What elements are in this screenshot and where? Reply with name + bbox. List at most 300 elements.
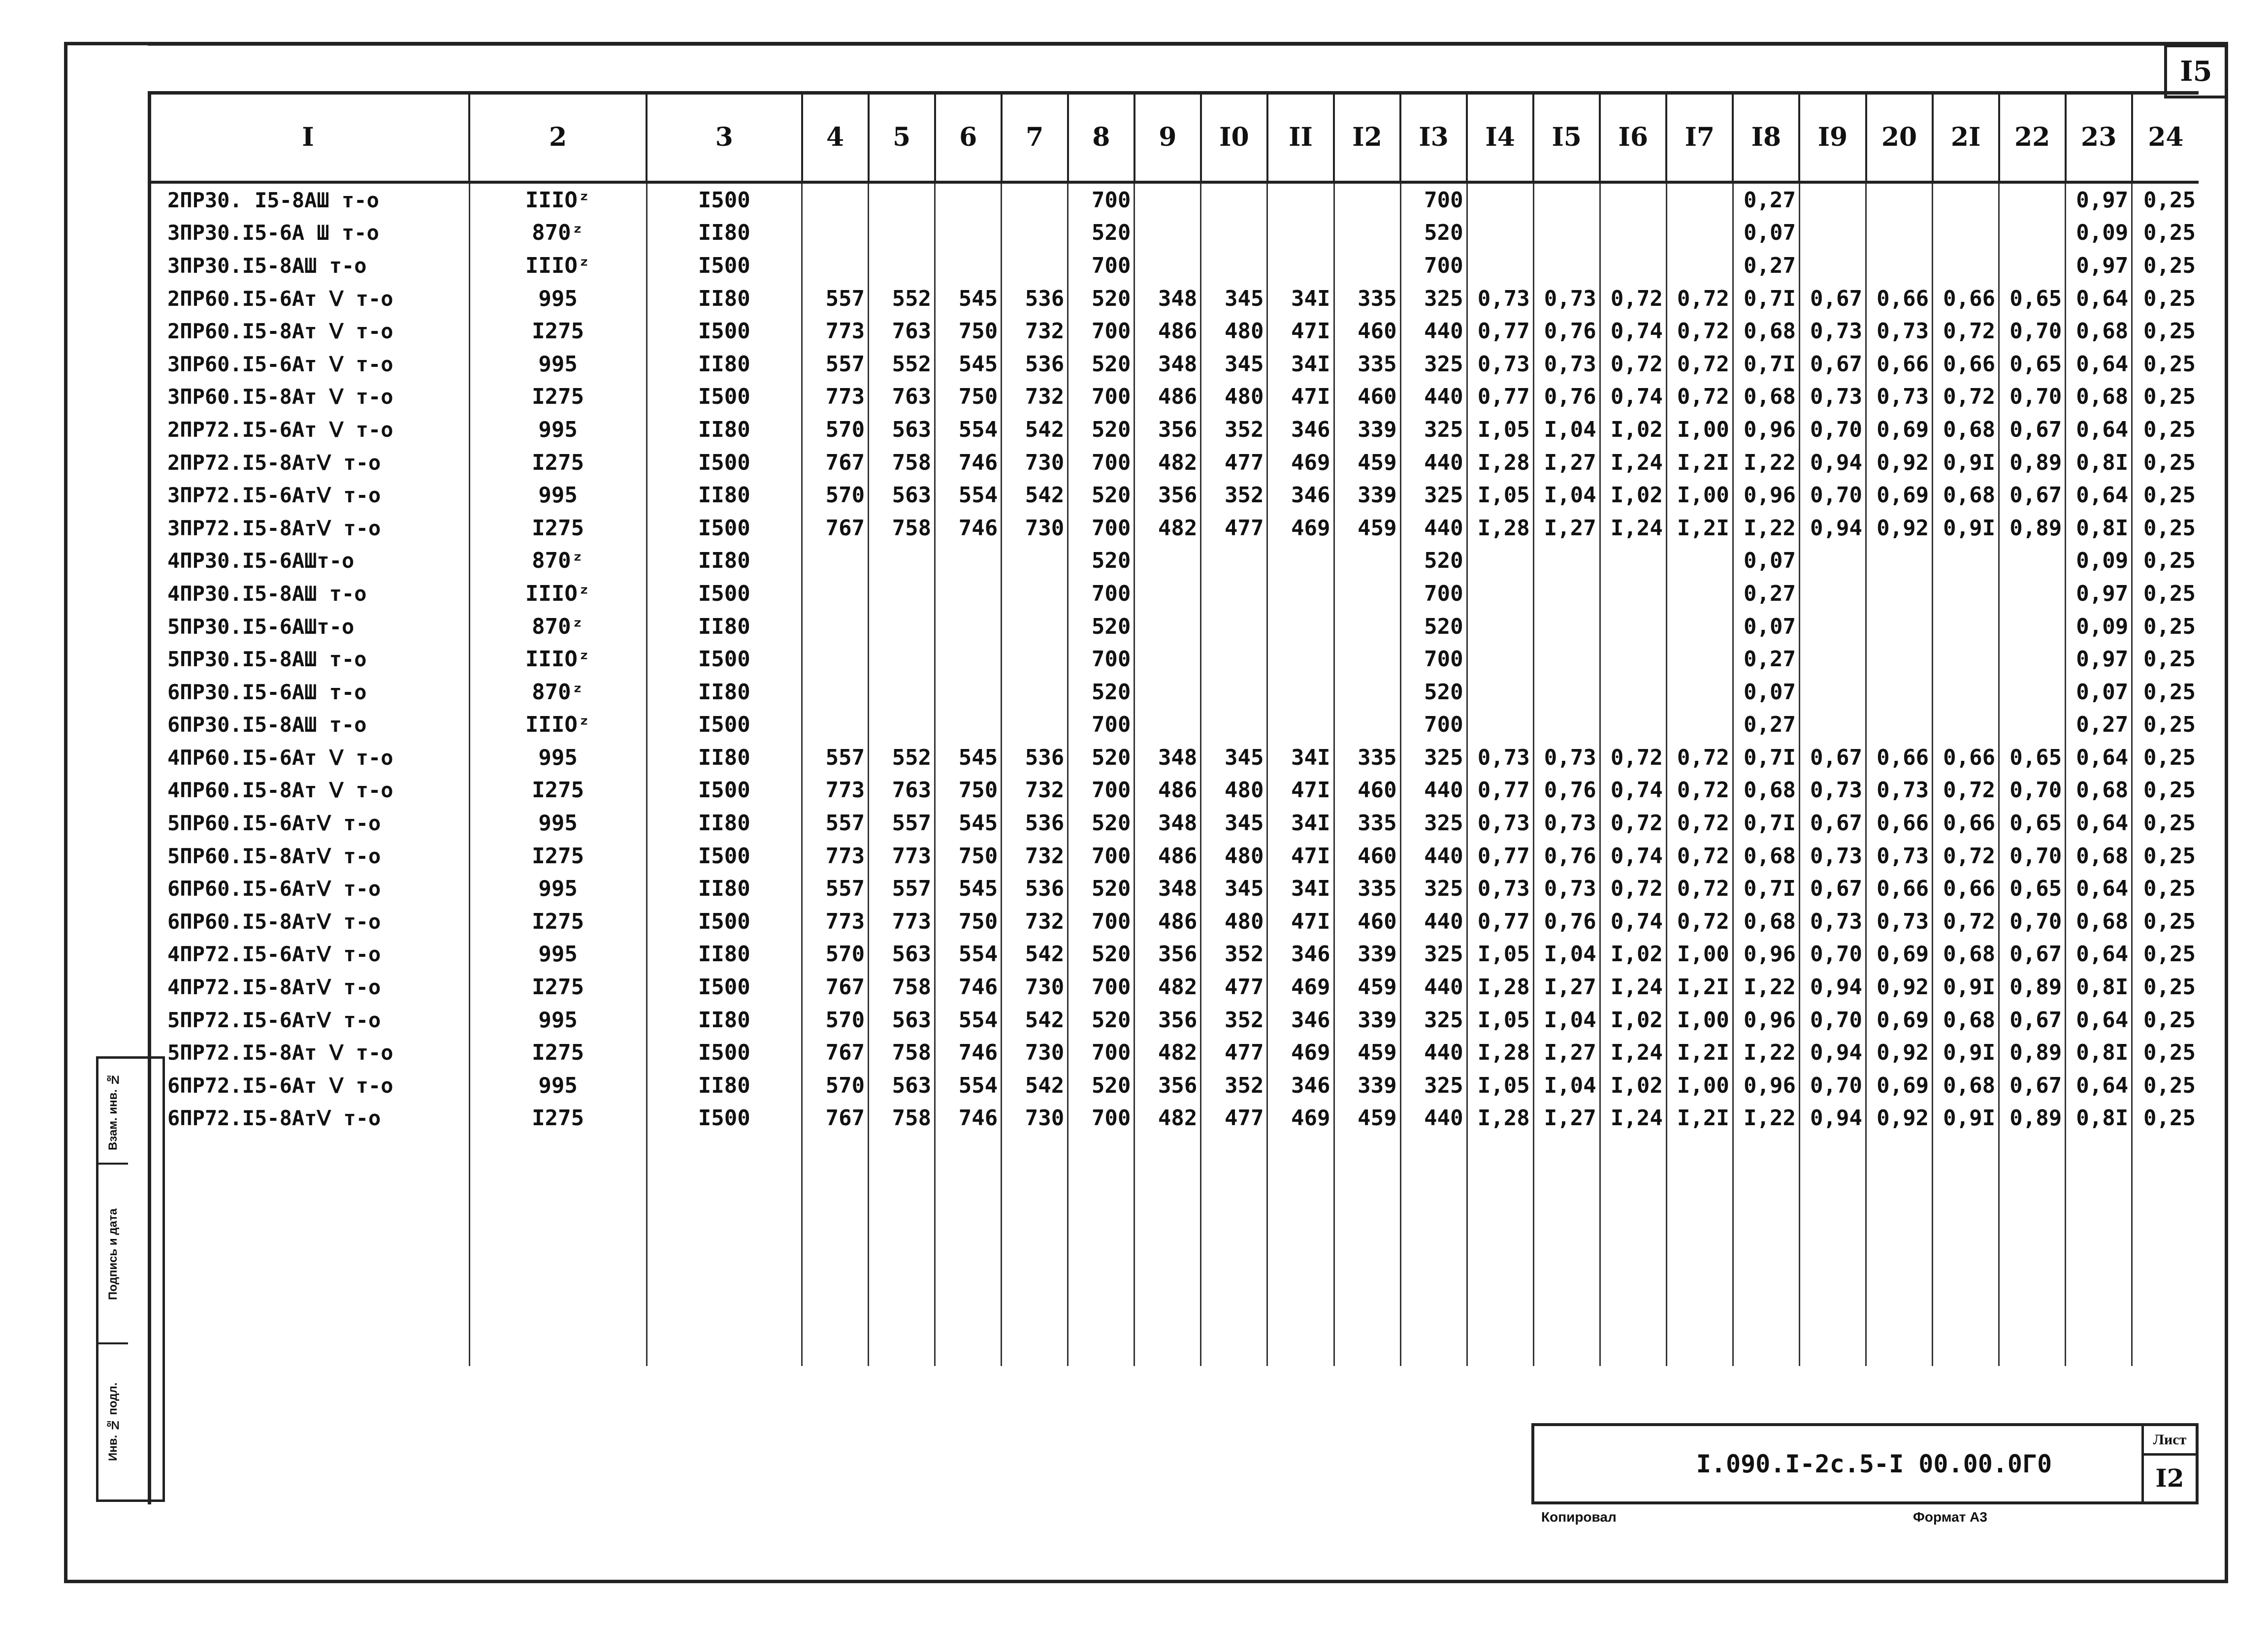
table-cell: 0,72 [1600,741,1666,774]
table-cell [935,676,1002,709]
table-cell: I275 [469,840,647,873]
table-cell: I,22 [1733,512,1799,545]
table-cell: 0,72 [1666,282,1733,315]
table-row [148,217,2199,250]
table-cell: 325 [1400,348,1467,381]
table-cell: 477 [1201,1036,1267,1069]
column-header-3: 3 [647,94,802,182]
table-cell: 542 [1002,1004,1068,1037]
table-cell: 339 [1334,1069,1400,1102]
empty-cell [1799,1135,1866,1366]
table-cell [1201,545,1267,578]
table-cell [1999,643,2066,676]
empty-cell [2132,1135,2199,1366]
table-cell: 0,72 [1666,348,1733,381]
table-cell [802,217,869,250]
table-cell: 0,73 [1799,905,1866,938]
table-cell [1999,182,2066,217]
table-cell: 0,25 [2132,446,2199,479]
row-designation: 2ПР72.I5-6Ат Ⅴ т-о [167,417,393,442]
column-header-14: I4 [1467,94,1533,182]
table-cell: 750 [935,774,1002,807]
table-cell: 0,66 [1933,807,1999,840]
table-cell [1799,643,1866,676]
empty-cell [1334,1135,1400,1366]
table-cell: 758 [869,512,935,545]
table-cell [1002,643,1068,676]
table-cell: 520 [1068,479,1134,512]
table-cell: 773 [869,905,935,938]
table-cell: II80 [647,610,802,643]
table-cell: 345 [1201,348,1267,381]
empty-cell [2066,1135,2132,1366]
table-cell: 0,72 [1600,807,1666,840]
table-cell: 0,64 [2066,741,2132,774]
table-cell: 0,25 [2132,1004,2199,1037]
side-label-original-inv: Инв. № подл. [106,1382,120,1462]
table-cell: 0,8I [2066,1102,2132,1135]
table-cell: 0,68 [1933,479,1999,512]
table-cell [1002,182,1068,217]
table-cell: 0,74 [1600,774,1666,807]
table-cell [1866,217,1933,250]
table-cell [1267,610,1334,643]
table-cell [1666,676,1733,709]
table-cell: 335 [1334,872,1400,905]
row-designation: 6ПР60.I5-8АтⅤ т-о [167,909,381,934]
table-cell [802,545,869,578]
table-row [148,971,2199,1004]
table-cell: 552 [869,282,935,315]
table-cell: 0,25 [2132,545,2199,578]
table-cell [1933,709,1999,742]
table-cell: 0,66 [1933,741,1999,774]
table-cell [1467,577,1533,610]
table-cell: I,05 [1467,479,1533,512]
table-cell: 545 [935,282,1002,315]
table-cell [1334,610,1400,643]
table-cell: 520 [1068,282,1134,315]
table-cell: IIIОᶻ [469,182,647,217]
table-cell: 325 [1400,479,1467,512]
table-cell: 773 [802,840,869,873]
table-cell: I,04 [1533,1069,1600,1102]
table-cell: II80 [647,282,802,315]
table-cell [935,217,1002,250]
table-cell: 995 [469,479,647,512]
table-cell: 482 [1134,446,1201,479]
table-cell: II80 [647,479,802,512]
empty-cell [1866,1135,1933,1366]
table-cell: 0,72 [1666,741,1733,774]
table-cell: 0,97 [2066,182,2132,217]
column-header-18: I8 [1733,94,1799,182]
table-cell: I,04 [1533,479,1600,512]
table-header-row [148,94,2199,182]
table-cell [1600,545,1666,578]
table-cell: 520 [1400,545,1467,578]
table-cell: I,2I [1666,971,1733,1004]
table-cell: 345 [1201,807,1267,840]
table-cell: 440 [1400,446,1467,479]
table-cell [1467,709,1533,742]
table-cell: I,2I [1666,1036,1733,1069]
table-cell: 34I [1267,807,1334,840]
table-cell: 700 [1068,1102,1134,1135]
table-cell: 0,65 [1999,741,2066,774]
table-cell [1866,182,1933,217]
table-cell: I,00 [1666,938,1733,971]
table-cell: 469 [1267,512,1334,545]
table-cell: 0,76 [1533,381,1600,414]
table-cell: 700 [1068,182,1134,217]
table-cell: 995 [469,938,647,971]
table-cell: 730 [1002,512,1068,545]
title-block [1531,1423,2199,1504]
table-cell: 477 [1201,512,1267,545]
table-cell: 0,72 [1933,840,1999,873]
table-cell: 520 [1068,217,1134,250]
table-cell: 0,9I [1933,971,1999,1004]
table-cell: 750 [935,840,1002,873]
table-row [148,381,2199,414]
table-cell: 0,96 [1733,1069,1799,1102]
table-row [148,643,2199,676]
table-cell [869,643,935,676]
table-cell: 0,8I [2066,1036,2132,1069]
table-cell: II80 [647,1004,802,1037]
table-cell: 520 [1068,413,1134,446]
table-cell: 0,70 [1799,1004,1866,1037]
table-cell: 700 [1068,643,1134,676]
table-cell [1533,643,1600,676]
table-cell: 700 [1068,1036,1134,1069]
row-designation: 5ПР72.I5-6АтⅤ т-о [167,1008,381,1032]
table-row [148,807,2199,840]
table-cell: 339 [1334,1004,1400,1037]
table-cell: 0,8I [2066,512,2132,545]
table-cell: 520 [1068,1069,1134,1102]
table-cell: 0,69 [1866,1004,1933,1037]
table-cell: 0,73 [1799,840,1866,873]
table-row [148,610,2199,643]
table-cell: 325 [1400,1069,1467,1102]
table-cell: 700 [1068,905,1134,938]
row-designation: 6ПР30.I5-8АШ т-о [167,713,367,737]
empty-cell [1002,1135,1068,1366]
table-cell [1799,249,1866,282]
empty-cell [1068,1135,1134,1366]
table-cell [869,709,935,742]
table-cell: 0,68 [1933,1004,1999,1037]
table-cell: 0,25 [2132,1036,2199,1069]
table-cell: 440 [1400,905,1467,938]
table-cell: 700 [1068,709,1134,742]
table-cell: 339 [1334,938,1400,971]
table-cell: 0,66 [1933,282,1999,315]
table-cell: IIIОᶻ [469,643,647,676]
table-cell: 700 [1068,774,1134,807]
table-cell: 773 [802,774,869,807]
table-row [148,905,2199,938]
row-designation: 6ПР72.I5-8АтⅤ т-о [167,1106,381,1131]
table-cell: 732 [1002,774,1068,807]
table-cell: 0,64 [2066,807,2132,840]
table-cell: 700 [1068,577,1134,610]
column-header-16: I6 [1600,94,1666,182]
table-cell: 0,77 [1467,381,1533,414]
table-cell: 0,72 [1600,348,1666,381]
table-cell: 0,65 [1999,348,2066,381]
row-designation: 5ПР30.I5-6АШт-о [167,614,355,639]
column-header-4: 4 [802,94,869,182]
table-cell: 0,72 [1666,872,1733,905]
table-cell [1666,545,1733,578]
table-cell: II80 [647,872,802,905]
table-cell: 440 [1400,1036,1467,1069]
table-cell: 0,66 [1866,807,1933,840]
column-header-24: 24 [2132,94,2199,182]
table-cell: 557 [869,807,935,840]
table-cell [1866,643,1933,676]
table-cell: 557 [802,872,869,905]
table-row [148,872,2199,905]
table-cell: I,27 [1533,1036,1600,1069]
table-cell: 520 [1068,676,1134,709]
table-cell: I500 [647,315,802,348]
table-cell: 0,89 [1999,446,2066,479]
row-designation: 4ПР30.I5-6АШт-о [167,549,355,573]
table-cell [1201,249,1267,282]
table-cell: I,2I [1666,512,1733,545]
table-cell: 0,67 [1999,1069,2066,1102]
table-cell: II80 [647,807,802,840]
table-cell: 0,73 [1533,807,1600,840]
table-cell: 0,67 [1799,282,1866,315]
table-cell: 554 [935,479,1002,512]
table-cell: 460 [1334,381,1400,414]
column-header-5: 5 [869,94,935,182]
table-cell: 732 [1002,315,1068,348]
table-cell: 0,9I [1933,1102,1999,1135]
table-cell [1201,709,1267,742]
table-cell [1002,610,1068,643]
table-cell: 0,7I [1733,282,1799,315]
table-cell: 0,66 [1866,282,1933,315]
row-designation: 4ПР72.I5-8АтⅤ т-о [167,975,381,1000]
table-cell: 746 [935,971,1002,1004]
table-cell: 0,69 [1866,413,1933,446]
table-cell: I,02 [1600,479,1666,512]
table-cell: 763 [869,381,935,414]
table-cell: 0,72 [1933,315,1999,348]
table-cell [1002,249,1068,282]
table-cell [1933,676,1999,709]
table-cell: 700 [1400,249,1467,282]
table-cell: 459 [1334,1102,1400,1135]
table-cell [1799,709,1866,742]
table-cell: 356 [1134,1069,1201,1102]
table-cell: 773 [869,840,935,873]
column-header-7: 7 [1002,94,1068,182]
table-cell: 0,72 [1666,905,1733,938]
empty-cell [1267,1135,1334,1366]
table-cell [1134,182,1201,217]
table-cell: 730 [1002,1036,1068,1069]
table-cell: I,00 [1666,1004,1733,1037]
table-cell: 520 [1068,938,1134,971]
table-cell: 773 [802,905,869,938]
table-row [148,709,2199,742]
table-cell: 0,96 [1733,938,1799,971]
row-designation: 3ПР60.I5-6Ат Ⅴ т-о [167,352,393,376]
table-cell: 356 [1134,938,1201,971]
table-cell: 0,92 [1866,512,1933,545]
table-cell: 0,73 [1533,282,1600,315]
table-cell: 0,94 [1799,971,1866,1004]
table-cell: 758 [869,1102,935,1135]
row-designation: 6ПР30.I5-6АШ т-о [167,680,367,704]
table-cell: 773 [802,381,869,414]
empty-cell [1533,1135,1600,1366]
table-cell [1267,249,1334,282]
table-cell: 0,27 [1733,709,1799,742]
table-cell [1467,217,1533,250]
table-cell: I,27 [1533,1102,1600,1135]
table-cell: 325 [1400,872,1467,905]
table-cell: I,05 [1467,1069,1533,1102]
table-cell: 0,73 [1866,905,1933,938]
table-cell: I,24 [1600,971,1666,1004]
table-cell: 557 [802,807,869,840]
table-cell: 0,70 [1799,413,1866,446]
table-cell: 700 [1400,182,1467,217]
table-cell: 0,70 [1799,479,1866,512]
table-cell [1467,643,1533,676]
table-cell: 460 [1334,840,1400,873]
table-cell [1799,545,1866,578]
table-cell: 0,68 [2066,840,2132,873]
table-cell: I500 [647,446,802,479]
table-cell: 0,76 [1533,315,1600,348]
table-cell: I275 [469,381,647,414]
table-cell: 700 [1068,249,1134,282]
table-cell: 0,27 [1733,577,1799,610]
table-cell: 995 [469,413,647,446]
column-header-21: 2I [1933,94,1999,182]
specification-table [148,94,2199,1366]
empty-cell [869,1135,935,1366]
table-cell [802,182,869,217]
row-designation: 4ПР72.I5-6АтⅤ т-о [167,942,381,967]
table-cell: I,2I [1666,1102,1733,1135]
table-cell [935,610,1002,643]
table-cell: 0,25 [2132,938,2199,971]
table-cell: 0,73 [1866,315,1933,348]
empty-cell [1666,1135,1733,1366]
table-cell [1600,676,1666,709]
table-cell: 552 [869,741,935,774]
table-cell: 486 [1134,774,1201,807]
table-cell: 0,73 [1533,741,1600,774]
table-cell: 482 [1134,512,1201,545]
table-cell: 348 [1134,741,1201,774]
table-cell: 545 [935,807,1002,840]
table-cell: 570 [802,413,869,446]
table-cell: I,05 [1467,938,1533,971]
table-cell: 0,25 [2132,315,2199,348]
table-cell: 482 [1134,1102,1201,1135]
table-cell: 34I [1267,741,1334,774]
table-row [148,1069,2199,1102]
table-cell: 0,07 [1733,217,1799,250]
table-cell: 763 [869,315,935,348]
table-cell: 440 [1400,1102,1467,1135]
side-label-replace-inv: Взам. инв. № [106,1073,120,1151]
table-cell: 773 [802,315,869,348]
table-cell [1600,643,1666,676]
table-cell: 0,27 [1733,249,1799,282]
column-header-12: I2 [1334,94,1400,182]
table-cell: 746 [935,446,1002,479]
table-cell: I,28 [1467,971,1533,1004]
table-cell: 348 [1134,282,1201,315]
table-cell: 520 [1068,348,1134,381]
table-cell [1933,249,1999,282]
table-cell: 440 [1400,315,1467,348]
row-designation: 4ПР30.I5-8АШ т-о [167,581,367,606]
table-cell [1533,182,1600,217]
table-cell [1467,249,1533,282]
column-header-2: 2 [469,94,647,182]
row-designation: 3ПР30.I5-6А Ш т-о [167,221,379,245]
table-cell: 480 [1201,774,1267,807]
table-cell: 486 [1134,840,1201,873]
table-cell: 0,73 [1467,282,1533,315]
table-cell: 870ᶻ [469,676,647,709]
table-cell: 486 [1134,381,1201,414]
table-cell: 0,69 [1866,938,1933,971]
table-cell: 469 [1267,1102,1334,1135]
table-cell: 325 [1400,807,1467,840]
table-cell: I,22 [1733,971,1799,1004]
table-cell: 0,25 [2132,249,2199,282]
table-cell: IIIОᶻ [469,249,647,282]
table-cell: I275 [469,315,647,348]
table-cell: 542 [1002,938,1068,971]
table-cell [1201,217,1267,250]
table-cell: 520 [1068,610,1134,643]
row-designation: 6ПР72.I5-6Ат Ⅴ т-о [167,1073,393,1098]
table-cell: 870ᶻ [469,545,647,578]
table-cell: 554 [935,1004,1002,1037]
table-cell: 0,73 [1866,840,1933,873]
table-cell: 0,68 [1733,840,1799,873]
table-cell [1267,577,1334,610]
table-cell: 482 [1134,971,1201,1004]
table-cell: 0,25 [2132,479,2199,512]
table-cell [1999,676,2066,709]
table-cell: I,27 [1533,971,1600,1004]
table-cell: 356 [1134,413,1201,446]
empty-cell [148,1135,469,1366]
row-designation: 2ПР60.I5-8Ат Ⅴ т-о [167,319,393,344]
table-cell: 767 [802,512,869,545]
table-cell [1933,182,1999,217]
empty-table-space [148,1135,2199,1366]
table-cell: 0,64 [2066,1004,2132,1037]
table-cell: 763 [869,774,935,807]
